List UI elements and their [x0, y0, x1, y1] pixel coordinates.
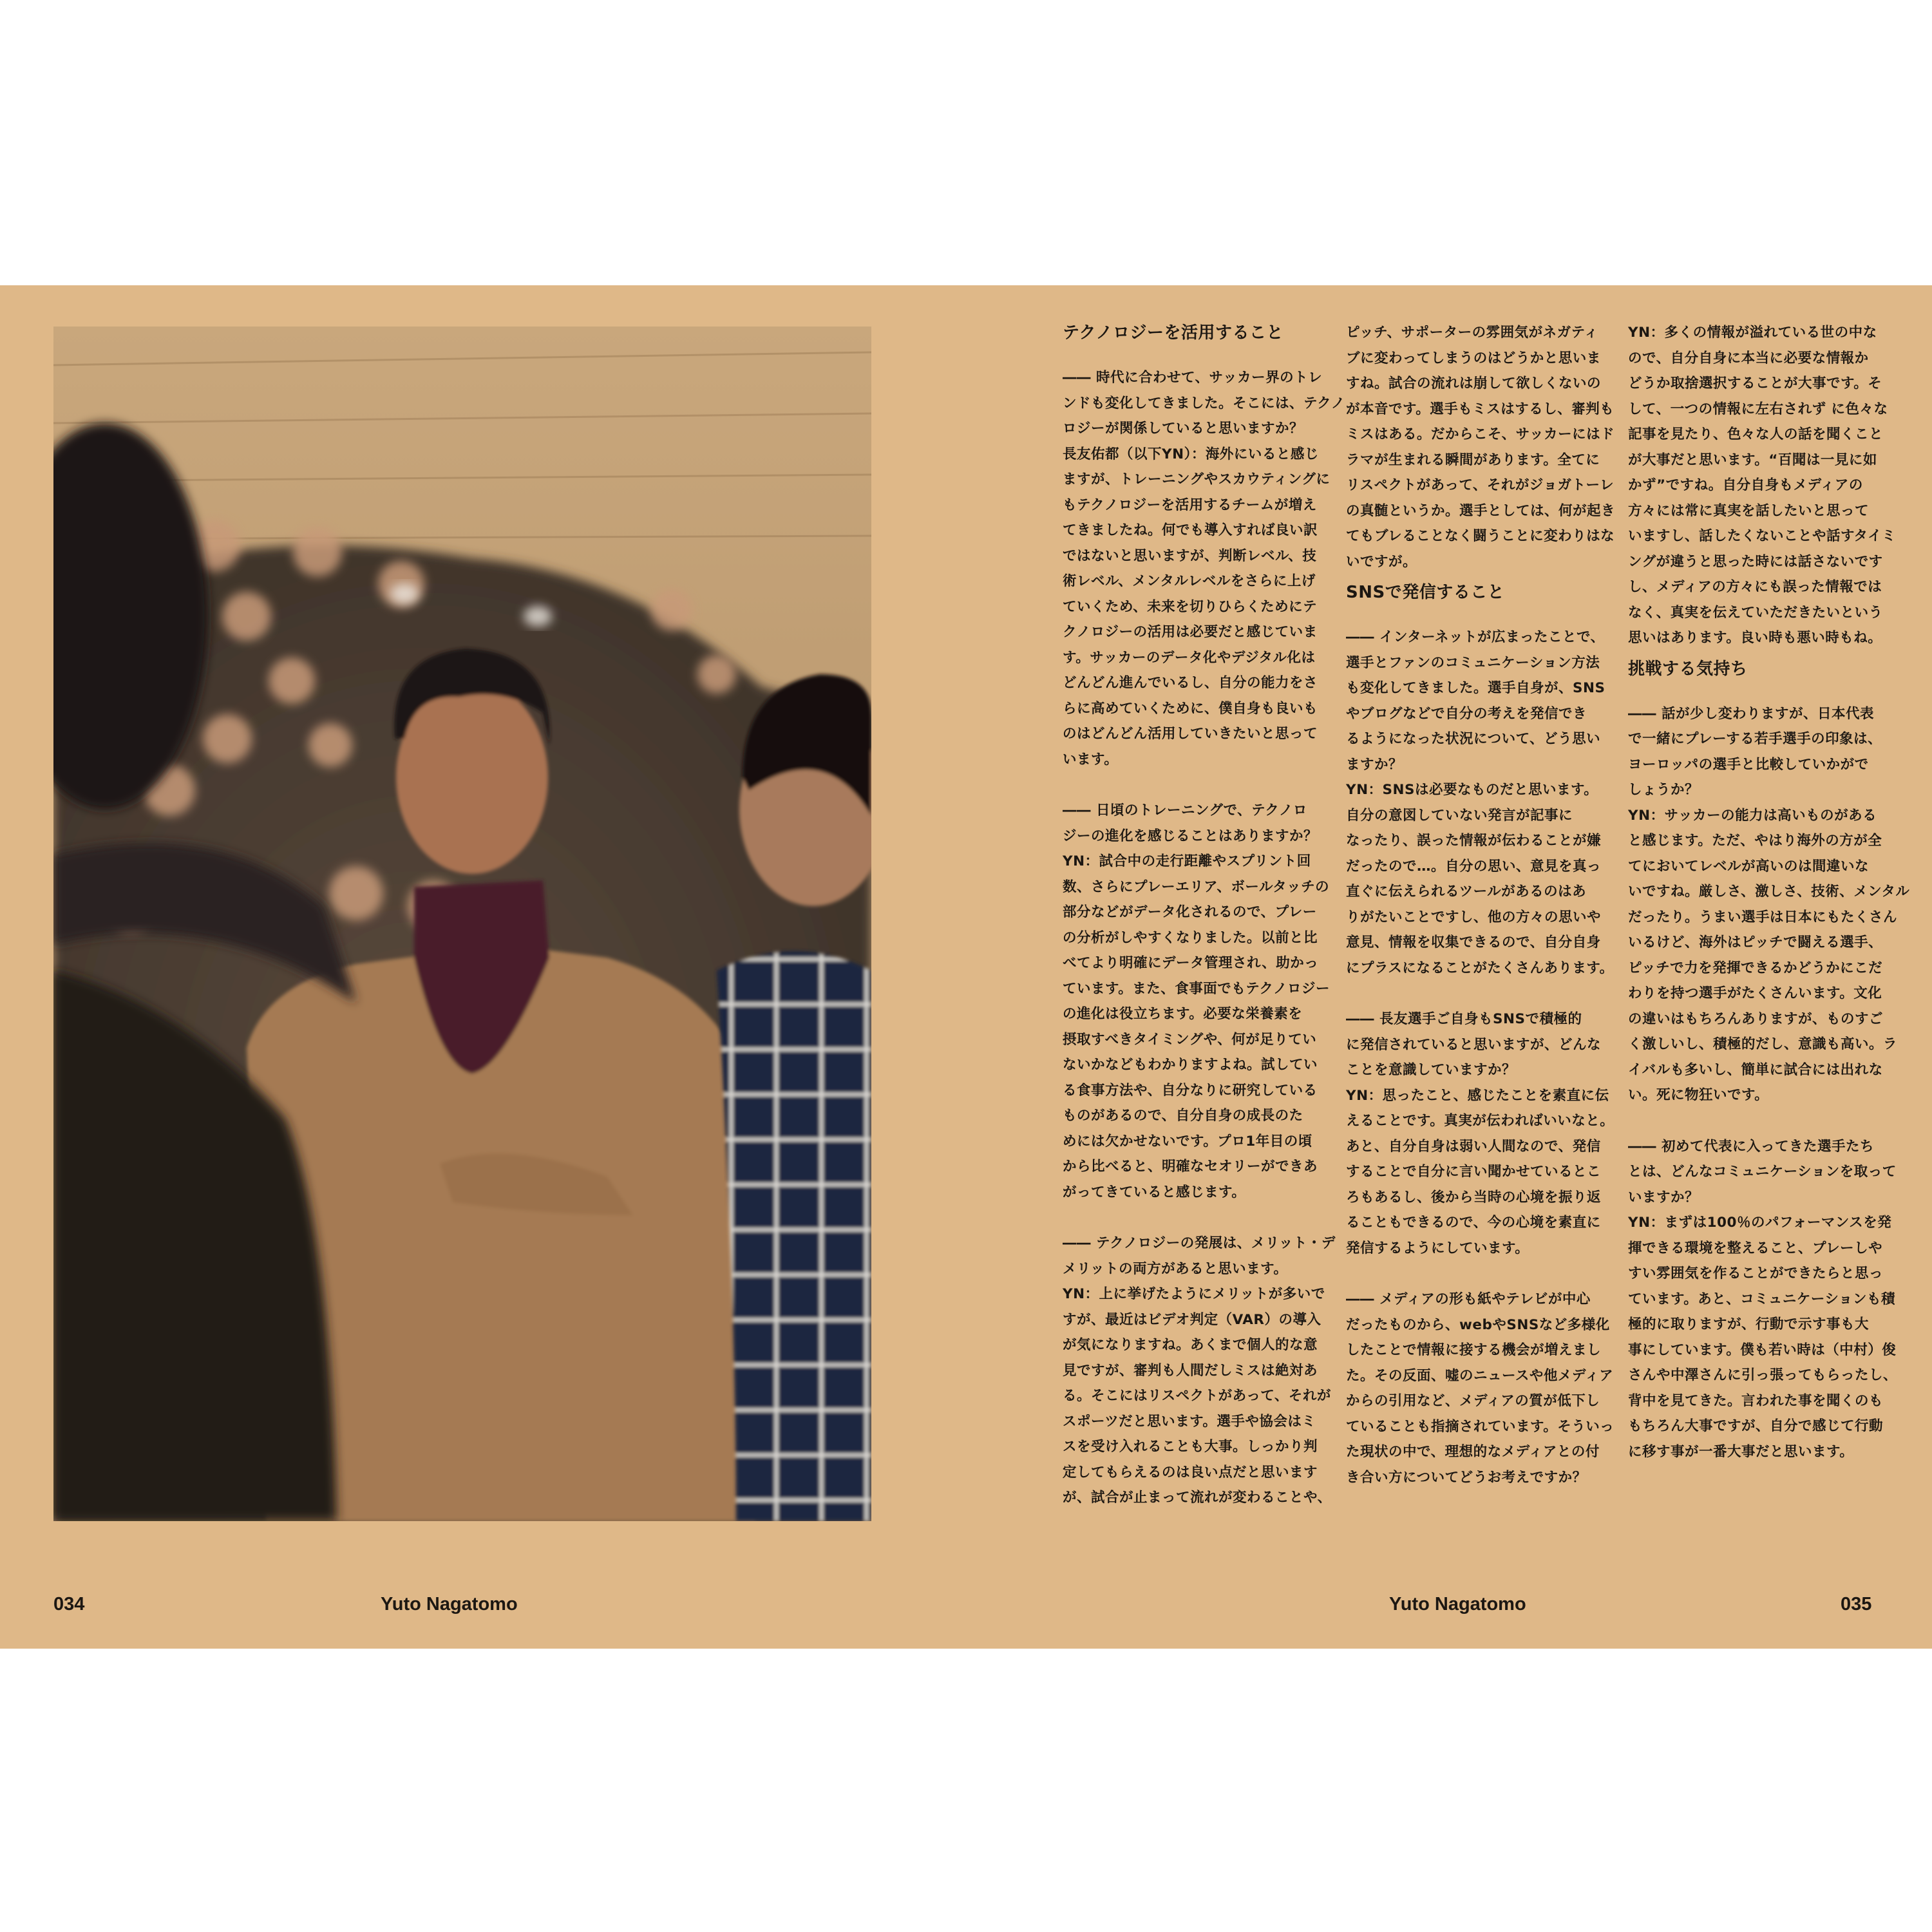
- text-line: ―― 時代に合わせて、サッカー界のトレ: [1063, 370, 1323, 386]
- text-line: 長友佑都（以下YN）：海外にいると感じ: [1063, 446, 1319, 462]
- text-line: スポーツだと思います。選手や協会はミ: [1063, 1413, 1316, 1430]
- text-line: てもブレることなく闘うことに変わりはな: [1346, 528, 1615, 544]
- text-line: もテクノロジーを活用するチームが増え: [1063, 497, 1317, 513]
- text-line: して、一つの情報に左右されず に色々な: [1628, 401, 1888, 417]
- text-line: ングが違うと思った時には話さないです: [1628, 553, 1883, 570]
- text-line: ますか？: [1346, 756, 1403, 773]
- text-line: YN：サッカーの能力は高いものがある: [1628, 807, 1877, 824]
- text-line: ロジーが関係していると思いますか？: [1063, 421, 1304, 437]
- text-line: いますか？: [1628, 1189, 1700, 1206]
- text-line: やブログなどで自分の考えを発信でき: [1346, 705, 1587, 722]
- text-line: べてより明確にデータ管理され、助かっ: [1063, 955, 1319, 971]
- text-line: YN：多くの情報が溢れている世の中な: [1628, 325, 1877, 341]
- text-line: 背中を見てきた。言われた事を聞くのも: [1628, 1392, 1884, 1409]
- text-line: 発信するようにしています。: [1346, 1240, 1530, 1256]
- text-line: 方々には常に真実を話したいと思って: [1628, 502, 1870, 519]
- text-line: の違いはもちろんありますが、ものすご: [1628, 1010, 1884, 1027]
- text-line: 摂取すべきタイミングや、何が足りてい: [1063, 1031, 1317, 1048]
- text-line: すい雰囲気を作ることができたらと思っ: [1628, 1265, 1884, 1282]
- text-line: 自分の意図していない発言が記事に: [1346, 807, 1573, 824]
- text-line: ―― メディアの形も紙やテレビが中心: [1346, 1291, 1591, 1307]
- text-line: したことで情報に接する機会が増えまし: [1346, 1342, 1602, 1358]
- text-line: ので、自分自身に本当に必要な情報か: [1628, 350, 1869, 366]
- text-line: います。: [1063, 751, 1119, 768]
- text-line: が本音です。選手もミスはするし、審判も: [1346, 401, 1615, 417]
- text-line: からの引用など、メディアの質が低下し: [1346, 1393, 1600, 1409]
- text-line: ―― インターネットが広まったことで、: [1346, 629, 1605, 645]
- text-line: 選手とファンのコミュニケーション方法: [1346, 654, 1600, 671]
- text-line: すが、最近はビデオ判定（VAR）の導入: [1063, 1311, 1321, 1328]
- text-line: の真髄というか。選手としては、何が起き: [1346, 502, 1616, 519]
- text-line: 記事を見たり、色々な人の話を聞くこと: [1628, 426, 1884, 442]
- text-line: ―― 日頃のトレーニングで、テクノロ: [1063, 802, 1307, 819]
- paragraph-gap: [1063, 1205, 1320, 1231]
- text-line: 極的に取りますが、行動で示す事も大: [1628, 1316, 1870, 1332]
- text-line: さんや中澤さんに引っ張ってもらったし、: [1628, 1367, 1898, 1383]
- text-line: ジーの進化を感じることはありますか？: [1063, 828, 1318, 844]
- text-line: ピッチで力を発揮できるかどうかにこだ: [1628, 960, 1883, 976]
- text-line: ています。また、食事面でもテクノロジー: [1063, 980, 1330, 997]
- text-line: どんどん進んでいるし、自分の能力をさ: [1063, 675, 1318, 691]
- text-line: く激しいし、積極的だし、意識も高い。ラ: [1628, 1036, 1898, 1052]
- text-line: ―― 初めて代表に入ってきた選手たち: [1628, 1138, 1874, 1155]
- text-line: ―― 話が少し変わりますが、日本代表: [1628, 705, 1874, 722]
- text-line: がってきていると感じます。: [1063, 1184, 1246, 1200]
- text-line: めには欠かせないです。プロ1年目の頃: [1063, 1133, 1312, 1150]
- running-title-right: Yuto Nagatomo: [1389, 1594, 1526, 1615]
- running-title-left: Yuto Nagatomo: [381, 1594, 518, 1615]
- text-line: のはどんどん活用していきたいと思って: [1063, 726, 1318, 742]
- text-line: YN：試合中の走行距離やスプリント回: [1063, 853, 1311, 869]
- page-number-right: 035: [1841, 1594, 1872, 1615]
- text-line: ものがあるので、自分自身の成長のた: [1063, 1108, 1303, 1124]
- text-line: る。そこにはリスペクトがあって、それが: [1063, 1388, 1331, 1404]
- text-line: てにおいてレベルが高いのは間違いな: [1628, 858, 1870, 875]
- text-line: あと、自分自身は弱い人間なので、発信: [1346, 1138, 1601, 1155]
- text-line: に発信されていると思いますが、どんな: [1346, 1036, 1602, 1053]
- text-line: なったり、誤った情報が伝わることが嫌: [1346, 833, 1602, 849]
- text-line: す。サッカーのデータ化やデジタル化は: [1063, 649, 1316, 666]
- text-line: ミスはある。だからこそ、サッカーにはド: [1346, 426, 1615, 442]
- text-line: ていることも指摘されています。そういっ: [1346, 1418, 1615, 1435]
- section-heading: 挑戦する気持ち: [1628, 659, 1748, 679]
- text-line: ますが、トレーニングやスカウティングに: [1063, 471, 1331, 488]
- text-line: た。その反面、嘘のニュースや他メディア: [1346, 1367, 1614, 1384]
- text-line: ることもできるので、今の心境を素直に: [1346, 1215, 1601, 1231]
- text-line: ことを意識していますか？: [1346, 1062, 1517, 1078]
- text-line: メリットの両方があると思います。: [1063, 1260, 1288, 1277]
- paragraph-gap: [1346, 981, 1604, 1007]
- text-line: と感じます。ただ、やはり海外の方が全: [1628, 833, 1882, 849]
- text-line: 部分などがデータ化されるので、プレー: [1063, 904, 1317, 920]
- text-line: ―― テクノロジーの発展は、メリット・デ: [1063, 1235, 1336, 1251]
- photo-illustration: [53, 327, 871, 1521]
- text-line: た現状の中で、理想的なメディアとの付: [1346, 1444, 1600, 1460]
- text-line: ています。あと、コミュニケーションも積: [1628, 1291, 1895, 1307]
- text-line: することで自分に言い聞かせているとこ: [1346, 1164, 1602, 1180]
- text-line: なく、真実を伝えていただきたいという: [1628, 604, 1883, 621]
- text-line: てきましたね。何でも導入すれば良い訳: [1063, 522, 1318, 538]
- text-line: にプラスになることがたくさんあります。: [1346, 960, 1614, 976]
- text-line: ないかなどもわかりますよね。試してい: [1063, 1057, 1318, 1073]
- text-line: いですね。厳しさ、激しさ、技術、メンタル: [1628, 884, 1910, 900]
- portrait-photo: [53, 327, 871, 1521]
- text-line: いるけど、海外はピッチで闘える選手、: [1628, 934, 1883, 951]
- text-line: 思いはあります。良い時も悪い時もね。: [1628, 630, 1882, 646]
- text-line: どうか取捨選択することが大事です。そ: [1628, 375, 1882, 392]
- text-line: の分析がしやすくなりました。以前と比: [1063, 929, 1318, 946]
- text-line: イバルも多いし、簡単に試合には出れな: [1628, 1061, 1883, 1078]
- text-line: 術レベル、メンタルレベルをさらに上げ: [1063, 573, 1316, 589]
- text-line: が大事だと思います。“百聞は一見に如: [1628, 451, 1877, 468]
- text-line: ―― 長友選手ご自身もSNSで積極的: [1346, 1011, 1582, 1027]
- text-line: もちろん大事ですが、自分で感じて行動: [1628, 1418, 1884, 1434]
- text-line: ヨーロッパの選手と比較していかがで: [1628, 756, 1869, 773]
- article-column-3: [1628, 320, 1910, 1464]
- text-line: かず”ですね。自分自身もメディアの: [1628, 477, 1863, 493]
- text-line: YN：上に挙げたようにメリットが多いで: [1063, 1286, 1325, 1302]
- text-line: とは、どんなコミュニケーションを取って: [1628, 1164, 1897, 1180]
- text-line: ていくため、未来を切りひらくためにテ: [1063, 598, 1318, 615]
- text-line: わりを持つ選手がたくさんいます。文化: [1628, 985, 1882, 1001]
- text-line: い。死に物狂いです。: [1628, 1087, 1769, 1103]
- text-line: YN：SNSは必要なものだと思います。: [1346, 782, 1598, 798]
- text-line: いですが。: [1346, 553, 1417, 570]
- man-in-plaid: [717, 674, 871, 1521]
- text-line: だったり。うまい選手は日本にもたくさん: [1628, 909, 1898, 925]
- text-line: も変化してきました。選手自身が、SNS: [1346, 680, 1605, 696]
- text-line: ンドも変化してきました。そこには、テクノ: [1063, 395, 1345, 412]
- text-line: に移す事が一番大事だと思います。: [1628, 1443, 1854, 1460]
- text-line: しょうか？: [1628, 782, 1700, 798]
- text-line: えることです。真実が伝わればいいなと。: [1346, 1113, 1615, 1129]
- text-line: 事にしています。僕も若い時は（中村）俊: [1628, 1341, 1897, 1358]
- section-heading: SNSで発信すること: [1346, 583, 1505, 602]
- text-line: YN：まずは100％のパフォーマンスを発: [1628, 1215, 1892, 1231]
- text-line: ラマが生まれる瞬間があります。全てに: [1346, 451, 1600, 468]
- text-line: だったので…。自分の思い、意見を真っ: [1346, 858, 1602, 875]
- text-line: らに高めていくために、僕自身も良いも: [1063, 700, 1318, 717]
- text-line: ではないと思いますが、判断レベル、技: [1063, 547, 1317, 564]
- text-line: るようになった状況について、どう思い: [1346, 731, 1601, 747]
- text-line: き合い方についてどうお考えですか？: [1346, 1469, 1587, 1486]
- text-line: 意見、情報を収集できるので、自分自身: [1346, 934, 1601, 951]
- text-line: YN：思ったこと、感じたことを素直に伝: [1346, 1087, 1609, 1104]
- page-number-left: 034: [53, 1594, 85, 1615]
- text-line: が、試合が止まって流れが変わることや、: [1063, 1490, 1332, 1506]
- text-line: で一緒にプレーする若手選手の印象は、: [1628, 731, 1882, 747]
- text-line: 定してもらえるのは良い点だと思います: [1063, 1464, 1318, 1481]
- text-line: が気になりますね。あくまで個人的な意: [1063, 1337, 1318, 1353]
- text-line: ブに変わってしまうのはどうかと思いま: [1346, 350, 1601, 366]
- text-line: いますし、話したくないことや話すタイミ: [1628, 528, 1897, 544]
- paragraph-gap: [1063, 772, 1320, 798]
- text-line: クノロジーの活用は必要だと感じていま: [1063, 624, 1318, 640]
- text-line: スを受け入れることも大事。しっかり判: [1063, 1439, 1318, 1455]
- text-line: ろもあるし、後から当時の心境を振り返: [1346, 1189, 1602, 1206]
- text-line: すね。試合の流れは崩して欲しくないの: [1346, 375, 1602, 392]
- article-column-1: [1063, 320, 1345, 1511]
- text-line: る食事方法や、自分なりに研究している: [1063, 1082, 1318, 1099]
- text-line: から比べると、明確なセオリーができあ: [1063, 1159, 1318, 1175]
- text-line: 見ですが、審判も人間だしミスは絶対あ: [1063, 1362, 1318, 1379]
- paragraph-gap: [1628, 1108, 1886, 1134]
- text-line: 数、さらにプレーエリア、ボールタッチの: [1063, 878, 1330, 895]
- text-line: だったものから、webやSNSなど多様化: [1346, 1316, 1610, 1333]
- paragraph-gap: [1346, 1261, 1604, 1287]
- article-column-2: [1346, 320, 1616, 1490]
- text-line: りがたいことですし、他の方々の思いや: [1346, 909, 1602, 925]
- text-line: ピッチ、サポーターの雰囲気がネガティ: [1346, 325, 1598, 341]
- section-heading: テクノロジーを活用すること: [1063, 323, 1283, 343]
- text-line: リスペクトがあって、それがジョガトーレ: [1346, 477, 1615, 493]
- text-line: 揮できる環境を整えること、プレーしや: [1628, 1240, 1883, 1256]
- text-line: し、メディアの方々にも誤った情報では: [1628, 579, 1882, 595]
- text-line: 直ぐに伝えられるツールがあるのはあ: [1346, 884, 1587, 900]
- text-line: の進化は役立ちます。必要な栄養素を: [1063, 1006, 1303, 1022]
